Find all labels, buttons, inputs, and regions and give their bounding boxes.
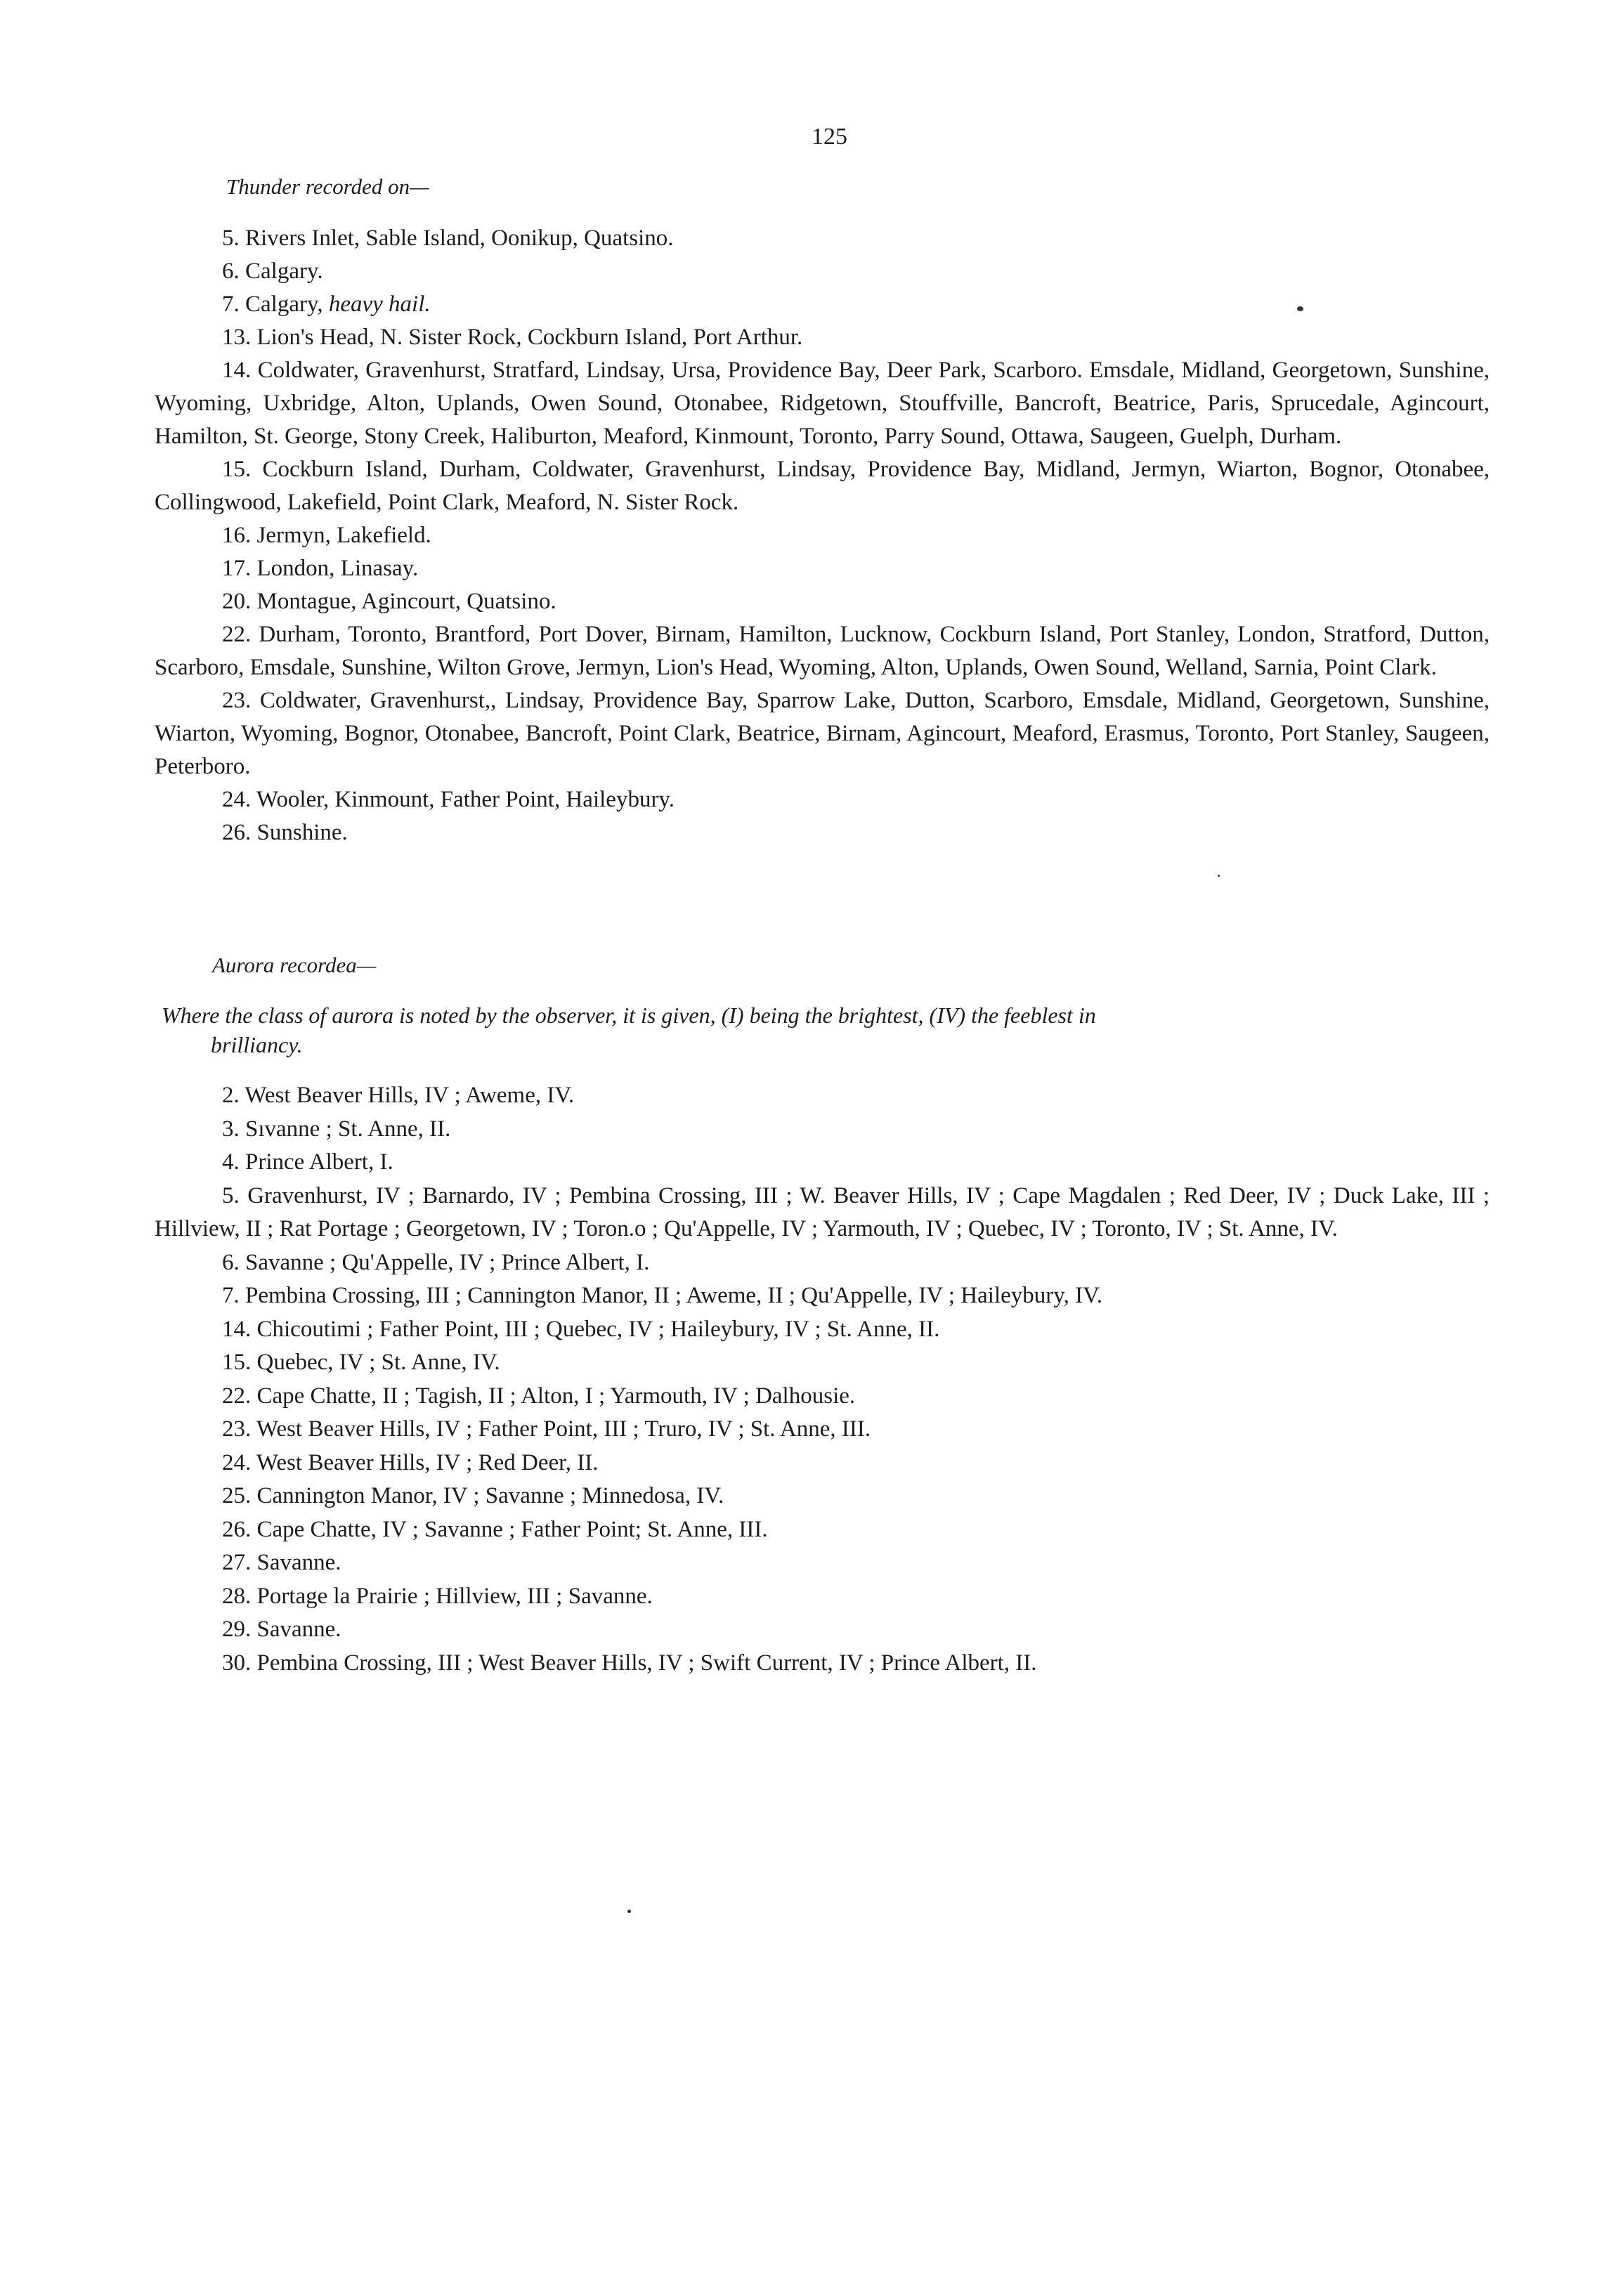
entry-number: 30. — [222, 1650, 252, 1676]
aurora-entry-22 — [155, 1380, 1490, 1414]
entry-number: 15. — [222, 457, 252, 482]
entry-text: Jermyn, Lakefield. — [256, 523, 431, 548]
entry-text: Cape Chatte, IV ; Savanne ; Father Point; St. Anne, III. — [256, 1516, 768, 1542]
entry-number: 2. — [222, 1083, 240, 1108]
thunder-entry-22 — [155, 618, 1490, 684]
aurora-entry-29 — [155, 1613, 1490, 1647]
entry-text: West Beaver Hills, IV ; Aweme, IV. — [245, 1083, 575, 1108]
entry-text: Calgary. — [245, 259, 323, 284]
entry-text: Pembina Crossing, III ; Cannington Manor, II ; Aweme, II ; Qu'Appelle, IV ; Haileybury, IV. — [245, 1283, 1102, 1308]
entry-number: 16. — [222, 523, 252, 548]
aurora-entry-4 — [155, 1146, 1490, 1180]
aurora-entry-27 — [155, 1546, 1490, 1580]
entry-number: 26. — [222, 820, 252, 845]
thunder-list — [155, 222, 1490, 849]
entry-text: Cape Chatte, II ; Tagish, II ; Alton, I ; Yarmouth, IV ; Dalhousie. — [256, 1383, 856, 1409]
entry-text: Coldwater, Gravenhurst,, Lindsay, Providence Bay, Sparrow Lake, Dutton, Scarboro, Emsdale, Midland, Georgetown, Sunshine, Wiarton, Wyoming, Bognor, Otonabee, Bancroft, Point Clark, Beatrice, Birnam, Agincourt, Meaford, Erasmus, Toronto, Port Stanley, Saugeen, Peterboro. — [155, 688, 1490, 779]
aurora-entry-3 — [155, 1113, 1490, 1147]
entry-text: Chicoutimi ; Father Point, III ; Quebec, IV ; Haileybury, IV ; St. Anne, II. — [256, 1316, 940, 1342]
aurora-list — [155, 1079, 1490, 1680]
entry-number: 24. — [222, 1449, 252, 1475]
entry-number: 7. — [222, 1283, 240, 1308]
aurora-heading: Aurora recordea— — [212, 953, 377, 977]
thunder-entry-14 — [155, 354, 1490, 453]
entry-text: Gravenhurst, IV ; Barnardo, IV ; Pembina Crossing, III ; W. Beaver Hills, IV ; Cape Magdalen ; Red Deer, IV ; Duck Lake, III ; Hillview, II ; Rat Portage ; Georgetown, IV ; Toron.o ; Qu'Appelle, IV ; Yarmouth, IV ; Quebec, IV ; Toronto, IV ; St. Anne, IV. — [155, 1182, 1490, 1241]
entry-number: 25. — [222, 1483, 252, 1508]
thunder-entry-23 — [155, 684, 1490, 783]
entry-number: 3. — [222, 1116, 240, 1142]
entry-text: Cockburn Island, Durham, Coldwater, Gravenhurst, Lindsay, Providence Bay, Midland, Jermyn, Wiarton, Bognor, Otonabee, Collingwood, Lakefield, Point Clark, Meaford, N. Sister Rock. — [155, 457, 1490, 515]
entry-number: 13. — [222, 325, 252, 350]
entry-number: 27. — [222, 1550, 252, 1575]
aurora-note-line-2: brilliancy. — [211, 1032, 303, 1057]
entry-number: 6. — [222, 259, 240, 284]
entry-text: Durham, Toronto, Brantford, Port Dover, Birnam, Hamilton, Lucknow, Cockburn Island, Port Stanley, London, Stratford, Dutton, Scarboro, Emsdale, Sunshine, Wilton Grove, Jermyn, Lion's Head, Wyoming, Alton, Uplands, Owen Sound, Welland, Sarnia, Point Clark. — [155, 622, 1490, 680]
entry-number: 29. — [222, 1617, 252, 1642]
aurora-entry-15 — [155, 1346, 1490, 1380]
entry-number: 20. — [222, 589, 252, 614]
thunder-entry-6 — [155, 255, 1490, 288]
entry-number: 23. — [222, 688, 252, 713]
entry-text: Savanne. — [256, 1550, 341, 1575]
aurora-entry-2 — [155, 1079, 1490, 1113]
entry-number: 5. — [222, 1182, 240, 1208]
entry-text: Cannington Manor, IV ; Savanne ; Minnedosa, IV. — [256, 1483, 724, 1508]
thunder-heading: Thunder recorded on— — [226, 174, 429, 199]
entry-number: 22. — [222, 1383, 252, 1409]
entry-text: London, Linasay. — [256, 556, 419, 581]
entry-number: 15. — [222, 1350, 252, 1375]
aurora-entry-30 — [155, 1647, 1490, 1681]
entry-text: West Beaver Hills, IV ; Father Point, III ; Truro, IV ; St. Anne, III. — [256, 1416, 871, 1442]
entry-text: Wooler, Kinmount, Father Point, Haileybury. — [256, 787, 675, 812]
aurora-entry-25 — [155, 1480, 1490, 1513]
thunder-entry-13 — [155, 321, 1490, 354]
entry-number: 23. — [222, 1416, 252, 1442]
entry-number: 28. — [222, 1583, 252, 1609]
aurora-note-line-1: Where the class of aurora is noted by the observer, it is given, (I) being the brightest, (IV) the feeblest in — [162, 1003, 1096, 1028]
thunder-entry-15 — [155, 453, 1490, 519]
entry-number: 7. — [222, 292, 240, 317]
entry-text: Portage la Prairie ; Hillview, III ; Savanne. — [256, 1583, 653, 1609]
thunder-entry-5 — [155, 222, 1490, 255]
entry-text: Calgary, — [245, 292, 323, 317]
entry-text: Sunshine. — [256, 820, 348, 845]
aurora-entry-6 — [155, 1246, 1490, 1280]
entry-italic-note: heavy hail. — [328, 292, 431, 317]
entry-text: Montague, Agincourt, Quatsino. — [256, 589, 556, 614]
entry-number: 6. — [222, 1249, 240, 1275]
aurora-class-note — [162, 1000, 1490, 1059]
entry-text: Rivers Inlet, Sable Island, Oonikup, Quatsino. — [245, 226, 674, 251]
thunder-entry-26 — [155, 816, 1490, 849]
entry-text: Sıvanne ; St. Anne, II. — [245, 1116, 451, 1142]
aurora-entry-24 — [155, 1447, 1490, 1480]
entry-number: 14. — [222, 1316, 252, 1342]
page-number: 125 — [812, 124, 847, 150]
entry-number: 26. — [222, 1516, 252, 1542]
entry-text: Prince Albert, I. — [245, 1149, 393, 1175]
entry-text: Quebec, IV ; St. Anne, IV. — [256, 1350, 500, 1375]
thunder-entry-24 — [155, 783, 1490, 816]
thunder-entry-16 — [155, 519, 1490, 552]
thunder-entry-20 — [155, 585, 1490, 618]
thunder-entry-17 — [155, 552, 1490, 585]
aurora-entry-5 — [155, 1180, 1490, 1246]
entry-number: 5. — [222, 226, 240, 251]
entry-text: Savanne ; Qu'Appelle, IV ; Prince Albert, I. — [245, 1249, 650, 1275]
entry-text: Lion's Head, N. Sister Rock, Cockburn Island, Port Arthur. — [256, 325, 803, 350]
scan-speck — [627, 1910, 631, 1913]
entry-text: Savanne. — [256, 1617, 341, 1642]
aurora-entry-28 — [155, 1580, 1490, 1614]
entry-number: 4. — [222, 1149, 240, 1175]
entry-number: 17. — [222, 556, 252, 581]
entry-text: Coldwater, Gravenhurst, Stratfard, Lindsay, Ursa, Providence Bay, Deer Park, Scarboro. Emsdale, Midland, Georgetown, Sunshine, Wyoming, Uxbridge, Alton, Uplands, Owen Sound, Otonabee, Ridgetown, Stouffville, Bancroft, Beatrice, Paris, Sprucedale, Agincourt, Hamilton, St. George, Stony Creek, Haliburton, Meaford, Kinmount, Toronto, Parry Sound, Ottawa, Saugeen, Guelph, Durham. — [155, 358, 1490, 449]
entry-number: 22. — [222, 622, 252, 647]
aurora-entry-14 — [155, 1313, 1490, 1347]
aurora-entry-7 — [155, 1279, 1490, 1313]
entry-text: Pembina Crossing, III ; West Beaver Hills, IV ; Swift Current, IV ; Prince Albert, II. — [256, 1650, 1037, 1676]
entry-number: 24. — [222, 787, 252, 812]
thunder-entry-7 — [155, 288, 1490, 321]
entry-text: West Beaver Hills, IV ; Red Deer, II. — [256, 1449, 599, 1475]
scan-speck — [1218, 875, 1220, 877]
aurora-entry-26 — [155, 1513, 1490, 1547]
scan-speck — [1297, 306, 1303, 311]
aurora-entry-23 — [155, 1413, 1490, 1447]
entry-number: 14. — [222, 358, 252, 383]
